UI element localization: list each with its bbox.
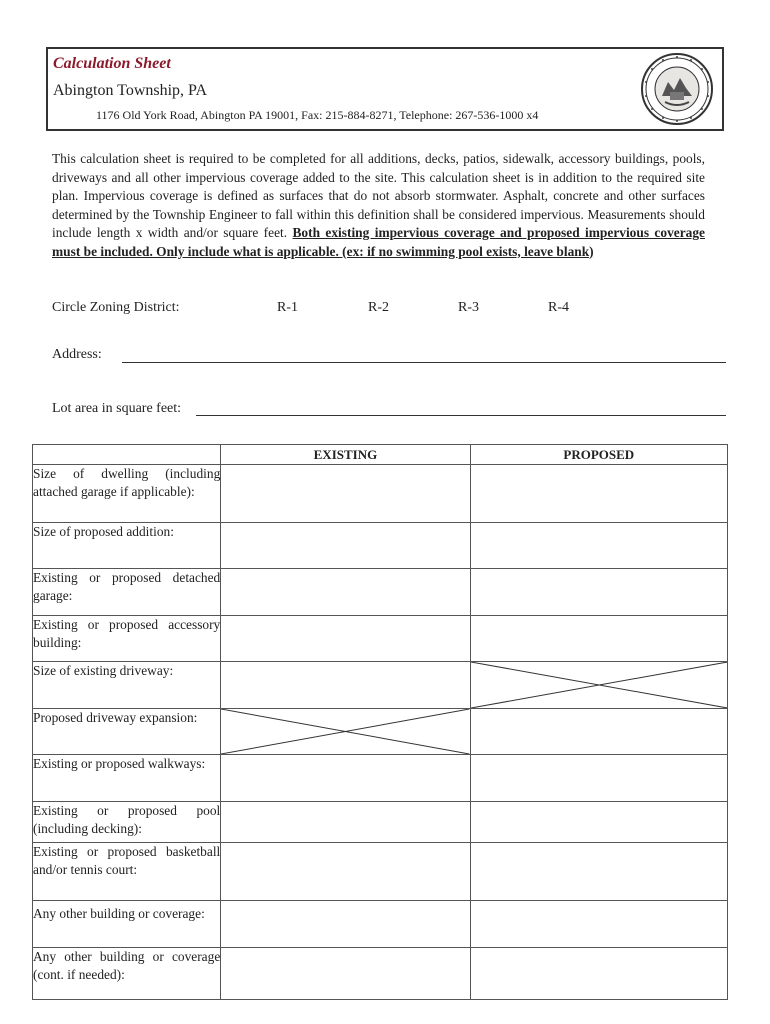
existing-input[interactable] xyxy=(221,802,470,843)
table-row xyxy=(33,569,728,616)
proposed-input[interactable] xyxy=(470,465,727,523)
address-field[interactable] xyxy=(122,362,726,363)
existing-input[interactable] xyxy=(221,948,470,1000)
proposed-crossed-out xyxy=(470,662,727,709)
header-blank xyxy=(33,445,221,465)
proposed-input[interactable] xyxy=(470,802,727,843)
existing-input[interactable] xyxy=(221,523,470,569)
row-label: Existing or proposed basketball and/or tennis court: xyxy=(33,843,221,901)
zoning-label: Circle Zoning District: xyxy=(52,300,180,315)
proposed-input[interactable] xyxy=(470,901,727,948)
row-label: Any other building or coverage (cont. if needed): xyxy=(33,948,221,1000)
existing-input[interactable] xyxy=(221,901,470,948)
row-label: Proposed driveway expansion: xyxy=(33,709,221,755)
table-row xyxy=(33,802,728,843)
proposed-input[interactable] xyxy=(470,709,727,755)
row-label: Size of dwelling (including attached garage if applicable): xyxy=(33,465,221,523)
contact-line: 1176 Old York Road, Abington PA 19001, Fax: 215-884-8271, Telephone: 267-536-1000 x4 xyxy=(96,108,539,122)
header-box xyxy=(46,47,724,131)
row-label: Existing or proposed pool (including decking): xyxy=(33,802,221,843)
township-seal-icon xyxy=(640,52,714,126)
table-row xyxy=(33,616,728,662)
lot-area-label: Lot area in square feet: xyxy=(52,401,182,416)
table-row xyxy=(33,901,728,948)
header-existing: EXISTING xyxy=(221,445,470,465)
row-label: Any other building or coverage: xyxy=(33,901,221,948)
zoning-option-r1[interactable]: R-1 xyxy=(277,300,298,315)
proposed-input[interactable] xyxy=(470,569,727,616)
lot-area-field[interactable] xyxy=(196,415,726,416)
row-label: Existing or proposed detached garage: xyxy=(33,569,221,616)
proposed-input[interactable] xyxy=(470,523,727,569)
existing-input[interactable] xyxy=(221,569,470,616)
intro-bold-text: Both existing impervious coverage and proposed impervious coverage must be included. Only include what is applicable. (ex: if no swimming pool exists, leave blank) xyxy=(52,225,705,259)
row-label: Size of proposed addition: xyxy=(33,523,221,569)
address-label: Address: xyxy=(52,347,102,362)
row-label: Existing or proposed accessory building: xyxy=(33,616,221,662)
header-proposed: PROPOSED xyxy=(470,445,727,465)
proposed-input[interactable] xyxy=(470,843,727,901)
intro-paragraph xyxy=(52,150,705,261)
proposed-input[interactable] xyxy=(470,948,727,1000)
township-name: Abington Township, PA xyxy=(53,82,208,99)
proposed-input[interactable] xyxy=(470,616,727,662)
zoning-option-r4[interactable]: R-4 xyxy=(548,300,569,315)
existing-input[interactable] xyxy=(221,755,470,802)
table-row xyxy=(33,709,728,755)
row-label: Existing or proposed walkways: xyxy=(33,755,221,802)
existing-crossed-out xyxy=(221,709,470,755)
zoning-option-r3[interactable]: R-3 xyxy=(458,300,479,315)
table-row xyxy=(33,523,728,569)
row-label: Size of existing driveway: xyxy=(33,662,221,709)
page-title: Calculation Sheet xyxy=(53,55,171,72)
calculation-table xyxy=(32,444,728,1000)
existing-input[interactable] xyxy=(221,843,470,901)
existing-input[interactable] xyxy=(221,465,470,523)
table-row xyxy=(33,948,728,1000)
table-row xyxy=(33,843,728,901)
table-row xyxy=(33,465,728,523)
proposed-input[interactable] xyxy=(470,755,727,802)
existing-input[interactable] xyxy=(221,616,470,662)
table-row xyxy=(33,755,728,802)
cross-mark-icon xyxy=(471,662,727,708)
cross-mark-icon xyxy=(221,709,469,754)
intro-text: This calculation sheet is required to be completed for all additions, decks, patios, sidewalk, accessory buildings, pools, driveways and all other impervious coverage added to the site. This calculation sheet is in addition to the required site plan. Impervious coverage is defined as surfaces that do not absorb stormwater. Asphalt, concrete and other surfaces determined by the Township Engineer to fall within this definition shall be considered impervious. Measurements should include length x width and/or square feet. xyxy=(52,151,705,240)
zoning-option-r2[interactable]: R-2 xyxy=(368,300,389,315)
table-row xyxy=(33,662,728,709)
existing-input[interactable] xyxy=(221,662,470,709)
